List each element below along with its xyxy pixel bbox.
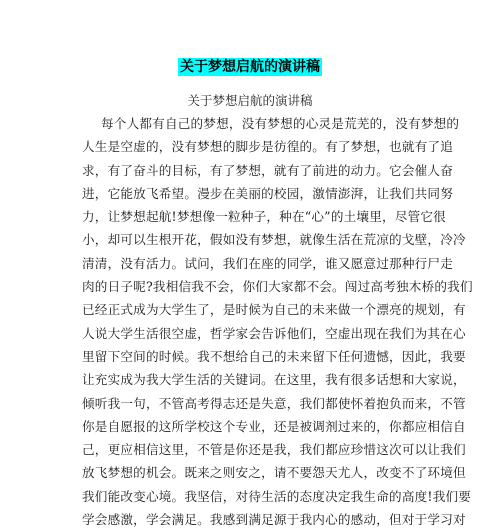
body-line: 小，却可以生根开花，假如没有梦想，就像生活在荒凉的戈壁，冷冷 (82, 232, 466, 248)
body-line: 求，有了奋斗的目标，有了梦想，就有了前进的动力。它会催人奋 (82, 162, 454, 178)
body-line: 里留下空间的时候。我不想给自己的未来留下任何遗憾，因此，我要 (82, 348, 466, 364)
body-line: 己，更应相信这里，不管是你还是我，我们都应珍惜这次可以让我们 (82, 442, 466, 458)
body-line: 让充实成为我大学生活的关键词。在这里，我有很多话想和大家说， (82, 372, 466, 388)
body-line: 进，它能放飞希望。漫步在美丽的校园，激情澎湃，让我们共同努 (82, 185, 454, 201)
body-line: 已经正式成为大学生了，是时候为自己的未来做一个漂亮的规划，有 (82, 302, 466, 318)
body-line: 肉的日子呢?我相信我不会，你们大家都不会。闯过高考独木桥的我们 (82, 279, 473, 295)
body-line: 倾听我一句，不管高考得志还是失意，我们都使怀着抱负而来，不管 (82, 395, 466, 411)
body-line: 我们能改变心境。我坚信，对待生活的态度决定我生命的高度!我们要 (82, 488, 472, 504)
body-line: 放飞梦想的机会。既来之则安之，请不要怨天尤人，改变不了环境但 (82, 465, 466, 481)
body-line: 学会感激，学会满足。我感到满足源于我内心的感动，但对于学习对 (82, 512, 466, 528)
document-body (82, 112, 473, 531)
title-container (0, 58, 500, 76)
document-subtitle: 关于梦想启航的演讲稿 (187, 93, 313, 108)
body-line: 清清，没有活力。试问，我们在座的同学，谁又愿意过那种行尸走 (82, 255, 454, 271)
body-line: 每个人都有自己的梦想，没有梦想的心灵是荒芜的，没有梦想的 (101, 116, 460, 131)
body-line: 你是自愿报的这所学校这个专业，还是被调剂过来的，你都应相信自 (82, 418, 466, 434)
body-line: 人生是空虚的，没有梦想的脚步是彷徨的。有了梦想，也就有了追 (82, 139, 454, 155)
body-line: 力，让梦想起航!梦想像一粒种子，种在“心”的土壤里，尽管它很 (82, 209, 446, 225)
body-line: 人说大学生活很空虚，哲学家会告诉他们，空虚出现在我们为其在心 (82, 325, 466, 341)
document-title: 关于梦想启航的演讲稿 (180, 59, 320, 75)
